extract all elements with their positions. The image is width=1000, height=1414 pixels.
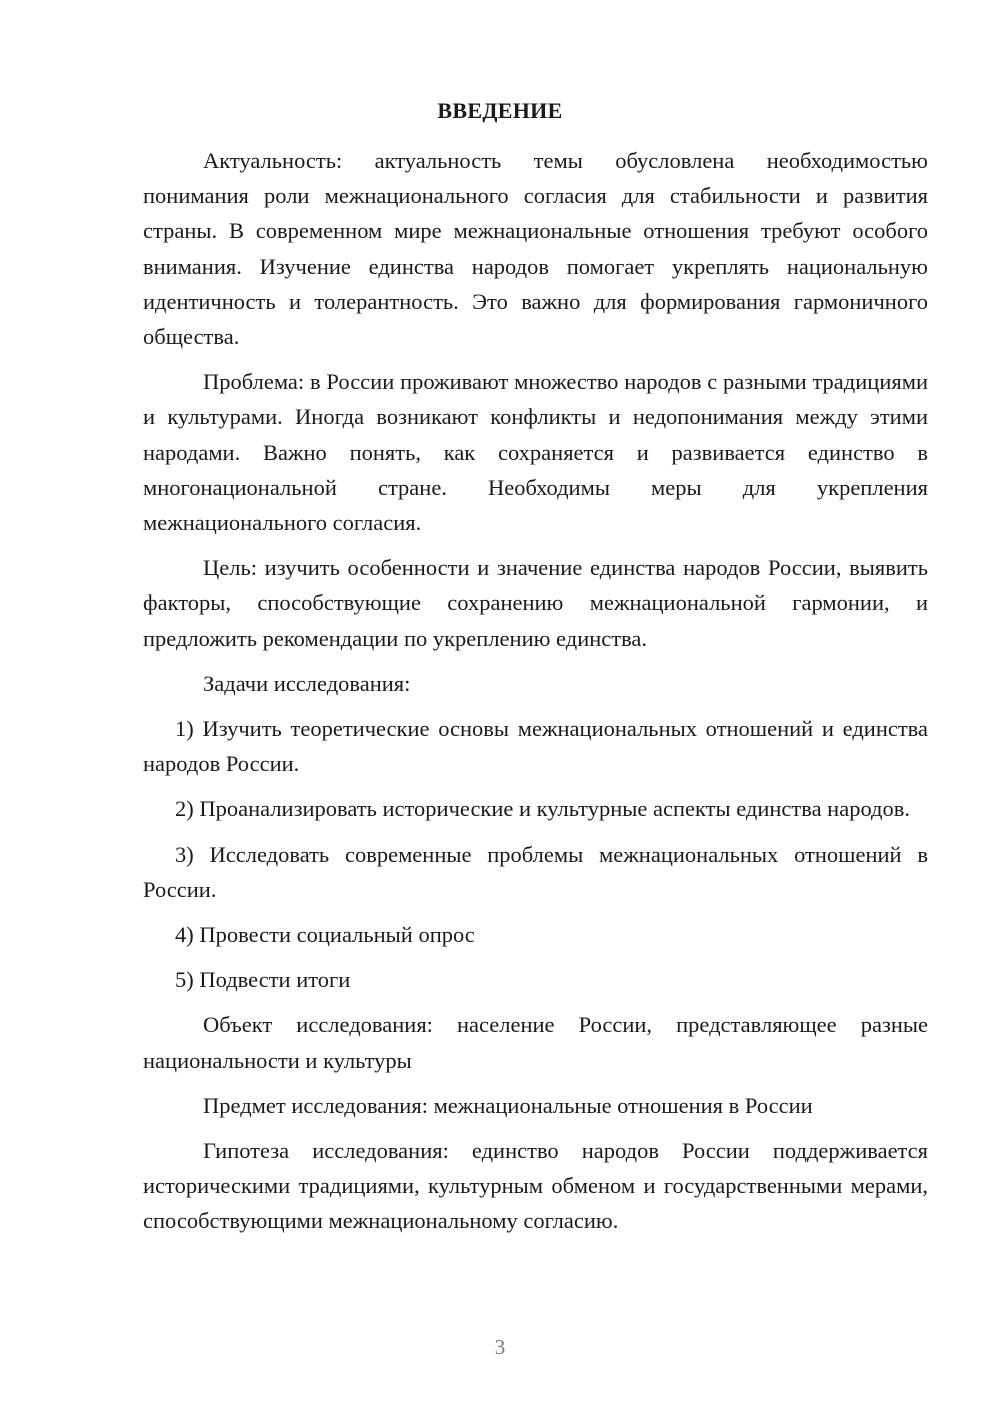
document-body [143,143,928,1249]
object-paragraph: Объект исследования: население России, представляющее разные национальности и культуры [143,1012,928,1073]
subject-paragraph: Предмет исследования: межнациональные отношения в России [203,1092,813,1118]
hypothesis-paragraph: Гипотеза исследования: единство народов России поддерживается историческими традициями, культурным обменом и государственными мерами, способствующими межнациональному согласию. [143,1138,928,1234]
tasks-heading: Задачи исследования: [203,670,411,696]
relevance-paragraph: Актуальность: актуальность темы обусловлена необходимостью понимания роли межнационального согласия для стабильности и развития страны. В современном мире межнациональные отношения требуют особого внимания. Изучение единства народов помогает укреплять национальную идентичность и толерантность. Это важно для формирования гармоничного общества. [143,148,928,350]
task-item: 5) Подвести итоги [175,967,351,993]
task-item: 4) Провести социальный опрос [175,922,475,948]
page-number: 3 [494,1335,506,1359]
goal-paragraph: Цель: изучить особенности и значение единства народов России, выявить факторы, способствующие сохранению межнациональной гармонии, и предложить рекомендации по укреплению единства. [143,555,928,651]
task-item: 1) Изучить теоретические основы межнациональных отношений и единства народов России. [143,716,928,777]
page-title: ВВЕДЕНИЕ [437,98,563,123]
task-item: 2) Проанализировать исторические и культурные аспекты единства народов. [175,796,911,822]
task-item: 3) Исследовать современные проблемы межнациональных отношений в России. [143,841,928,902]
problem-paragraph: Проблема: в России проживают множество народов с разными традициями и культурами. Иногда возникают конфликты и недопонимания между этими народами. Важно понять, как сохраняется и развивается единство в многонациональной стране. Необходимы меры для укрепления межнационального согласия. [143,369,928,536]
